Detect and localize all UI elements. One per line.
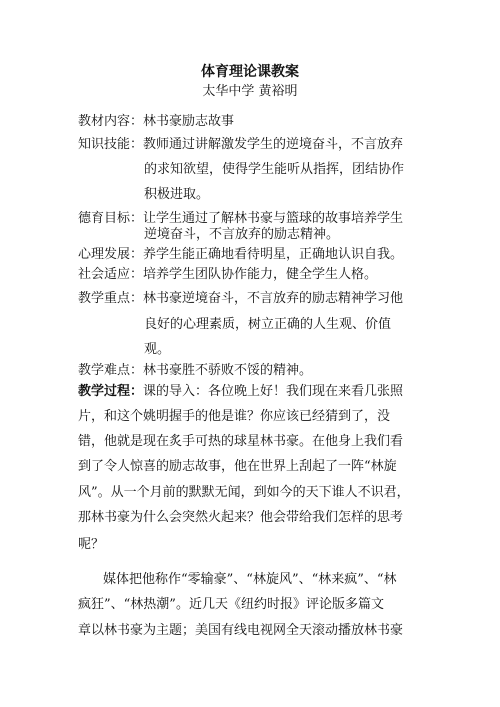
knowledge-row (78, 135, 403, 155)
social-row (78, 265, 377, 285)
material-row (78, 112, 234, 132)
process-line: 呢？ (78, 537, 105, 552)
focus-row (78, 289, 403, 309)
material-label: 教材内容： (78, 114, 144, 129)
knowledge-line: 教师通过讲解激发学生的逆境奋斗，不言放弃 (143, 137, 404, 152)
media-line: 疯狂”、“林热潮”。近几天《纽约时报》评论版多篇文 (78, 597, 384, 612)
moral-line: 让学生通过了解林书豪与篮球的故事培养学生 (143, 211, 404, 226)
process-row (78, 382, 403, 402)
process-line: 错，他就是现在炙手可热的球星林书豪。在他身上我们看 (78, 434, 404, 449)
process-line: 那林书豪为什么会突然火起来？他会带给我们怎样的思考 (78, 510, 404, 525)
difficulty-text: 林书豪胜不骄败不馁的精神。 (143, 363, 313, 378)
process-label: 教学过程： (78, 384, 144, 399)
focus-label: 教学重点： (78, 291, 144, 306)
social-label: 社会适应： (78, 267, 144, 282)
process-first-line: 课的导入：各位晚上好！我们现在来看几张照 (143, 384, 404, 399)
focus-line: 良好的心理素质，树立正确的人生观、价值 (144, 317, 392, 332)
psych-row (78, 245, 403, 265)
knowledge-label: 知识技能： (78, 137, 144, 152)
media-line: 章以林书豪为主题；美国有线电视网全天滚动播放林书豪 (78, 623, 404, 638)
media-line: 媒体把他称作“零输豪”、“林旋风”、“林来疯”、“林 (103, 572, 397, 587)
author-line: 太华中学 黄裕明 (202, 84, 298, 99)
process-line: 片，和这个姚明握手的他是谁？你应该已经猜到了，没 (78, 409, 391, 424)
difficulty-label: 教学难点： (78, 363, 144, 378)
psych-label: 心理发展： (78, 247, 144, 262)
process-line: 风”。从一个月前的默默无闻，到如今的天下谁人不识君， (78, 485, 410, 500)
knowledge-line: 的求知欲望，使得学生能听从指挥，团结协作 (144, 162, 405, 177)
material-text: 林书豪励志故事 (143, 114, 235, 129)
process-line: 到了令人惊喜的励志故事，他在世界上刮起了一阵“林旋 (78, 459, 397, 474)
difficulty-row (78, 361, 312, 381)
focus-line: 林书豪逆境奋斗，不言放弃的励志精神学习他 (143, 291, 404, 306)
moral-label: 德育目标： (78, 211, 144, 226)
knowledge-line: 积极进取。 (144, 187, 210, 202)
social-text: 培养学生团队协作能力，健全学生人格。 (143, 267, 378, 282)
focus-line: 观。 (144, 342, 171, 357)
moral-line: 逆境奋斗，不言放弃的励志精神。 (144, 227, 340, 242)
psych-text: 养学生能正确地看待明星，正确地认识自我。 (143, 247, 404, 262)
page-title: 体育理论课教案 (201, 64, 299, 80)
